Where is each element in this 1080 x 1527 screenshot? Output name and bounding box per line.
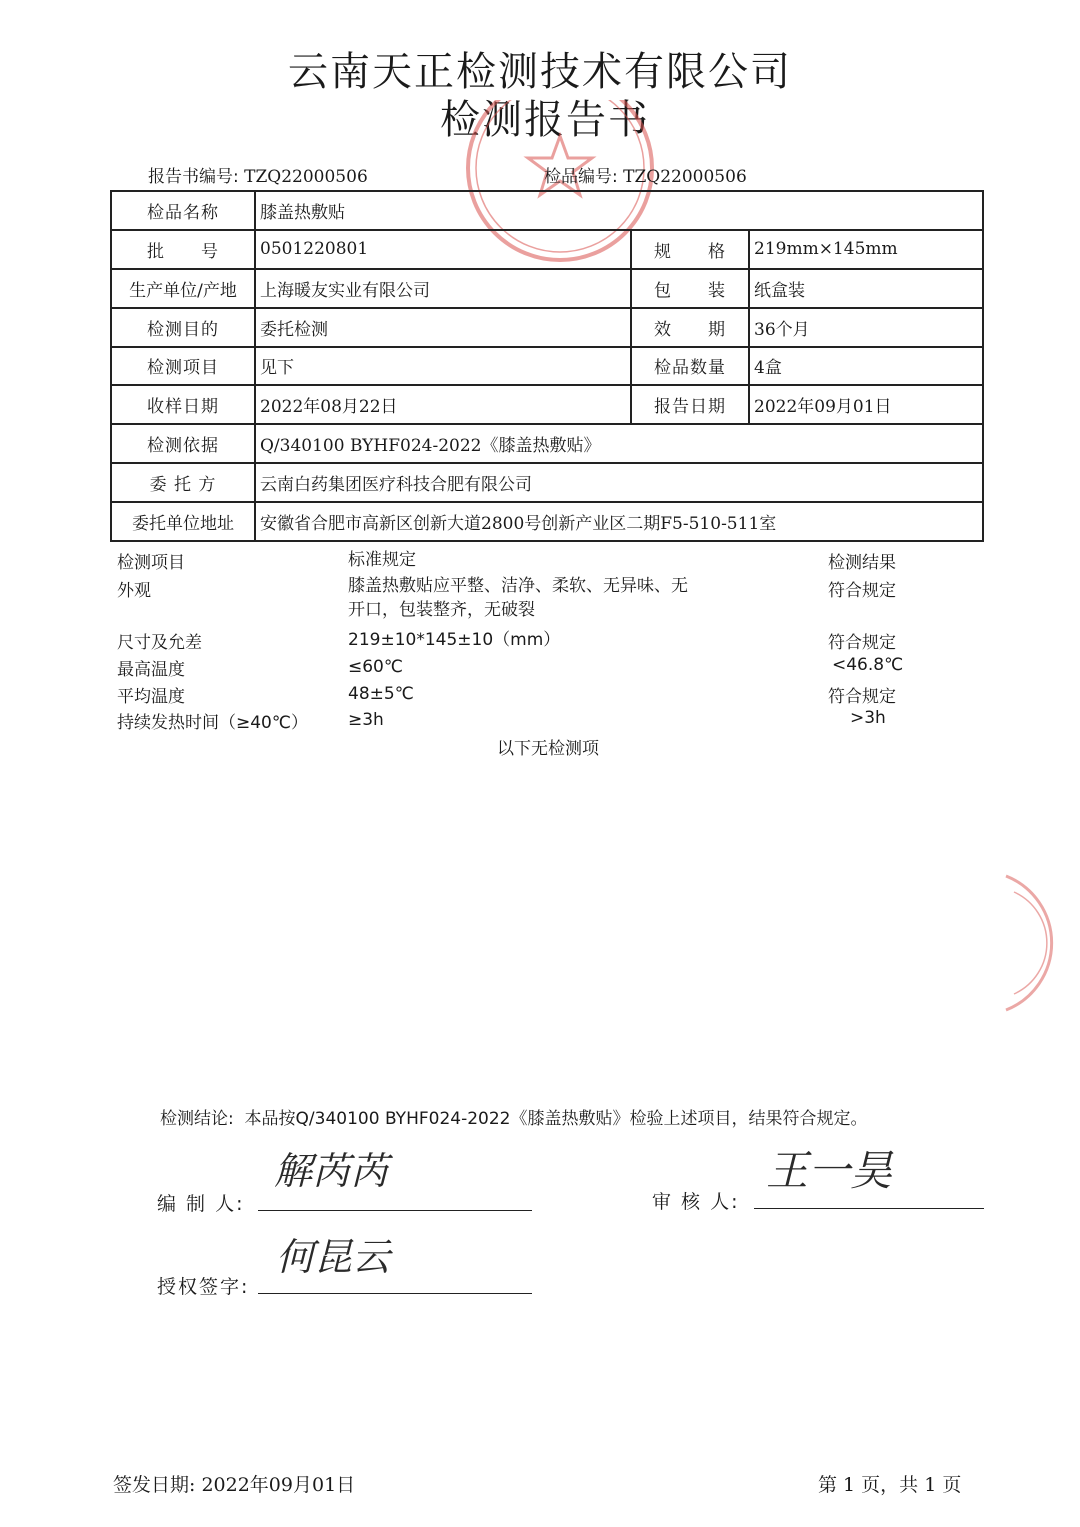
validity-label: 效 期 — [631, 308, 749, 347]
result-value-duration: >3h — [850, 708, 886, 728]
authorized-label: 授权签字: — [157, 1276, 250, 1298]
result-standard-appearance — [348, 574, 748, 622]
results-header-standard: 标准规定 — [348, 550, 416, 570]
result-item-avg-temp: 平均温度 — [117, 687, 185, 707]
report-number-label: 报告书编号: — [148, 167, 239, 187]
results-end-note: 以下无检测项 — [497, 739, 599, 759]
items-value: 见下 — [255, 347, 631, 386]
sample-number-label: 检品编号: — [544, 167, 618, 187]
result-standard-size: 219±10*145±10（mm） — [348, 630, 561, 650]
table-row — [111, 502, 983, 541]
maker-label: 生产单位/产地 — [111, 269, 255, 308]
issue-date-value: 2022年09月01日 — [201, 1474, 356, 1496]
basis-value: Q/340100 BYHF024-2022《膝盖热敷贴》 — [255, 424, 983, 463]
conclusion-text: 本品按Q/340100 BYHF024-2022《膝盖热敷贴》检验上述项目，结果符合规定。 — [244, 1109, 868, 1129]
standard-line-2: 开口，包装整齐，无破裂 — [348, 600, 535, 620]
result-value-appearance: 符合规定 — [828, 581, 896, 601]
package-label: 包 装 — [631, 269, 749, 308]
table-row — [111, 347, 983, 386]
result-item-size: 尺寸及允差 — [117, 633, 202, 653]
result-value-avg-temp: 符合规定 — [828, 687, 896, 707]
product-name-value: 膝盖热敷贴 — [255, 191, 983, 230]
table-row — [111, 463, 983, 502]
compiler-signature: 解芮芮 — [274, 1149, 389, 1193]
result-standard-duration: ≥3h — [348, 710, 384, 730]
seam-stamp-partial — [1000, 868, 1080, 1018]
product-name-label: 检品名称 — [111, 191, 255, 230]
result-item-duration: 持续发热时间（≥40℃） — [117, 713, 308, 733]
authorized-signature: 何昆云 — [276, 1235, 391, 1279]
client-label: 委 托 方 — [111, 463, 255, 502]
table-row — [111, 424, 983, 463]
result-standard-max-temp: ≤60℃ — [348, 657, 403, 677]
sample-number-value: TZQ22000506 — [623, 167, 747, 187]
purpose-label: 检测目的 — [111, 308, 255, 347]
receive-date-label: 收样日期 — [111, 385, 255, 424]
batch-value: 0501220801 — [255, 230, 631, 269]
result-standard-avg-temp: 48±5℃ — [348, 684, 414, 704]
report-date-label: 报告日期 — [631, 385, 749, 424]
table-row — [111, 230, 983, 269]
result-item-max-temp: 最高温度 — [117, 660, 185, 680]
table-row — [111, 191, 983, 230]
purpose-value: 委托检测 — [255, 308, 631, 347]
table-row — [111, 385, 983, 424]
client-address-value: 安徽省合肥市高新区创新大道2800号创新产业区二期F5-510-511室 — [255, 502, 983, 541]
sample-info-table — [110, 190, 984, 542]
maker-value: 上海暖友实业有限公司 — [255, 269, 631, 308]
table-row — [111, 269, 983, 308]
report-number-value: TZQ22000506 — [244, 167, 368, 187]
standard-line-1: 膝盖热敷贴应平整、洁净、柔软、无异味、无 — [348, 576, 688, 596]
validity-value: 36个月 — [749, 308, 983, 347]
reviewer-signature-line — [754, 1208, 984, 1209]
result-item-appearance: 外观 — [117, 581, 151, 601]
document-title: 检测报告书 — [440, 97, 650, 143]
page-info: 第 1 页，共 1 页 — [818, 1474, 962, 1496]
conclusion-label: 检测结论: — [160, 1109, 234, 1129]
reviewer-signature: 王一昊 — [766, 1146, 893, 1195]
report-number — [148, 162, 368, 187]
qty-label: 检品数量 — [631, 347, 749, 386]
results-header-item: 检测项目 — [117, 553, 185, 573]
authorized-signature-line — [258, 1293, 532, 1294]
company-title: 云南天正检测技术有限公司 — [288, 49, 792, 95]
basis-label: 检测依据 — [111, 424, 255, 463]
compiler-signature-line — [258, 1210, 532, 1211]
result-value-size: 符合规定 — [828, 633, 896, 653]
batch-label: 批 号 — [111, 230, 255, 269]
client-address-label: 委托单位地址 — [111, 502, 255, 541]
issue-date — [113, 1470, 355, 1497]
reviewer-label: 审 核 人: — [652, 1191, 740, 1213]
table-row — [111, 308, 983, 347]
results-header-result: 检测结果 — [828, 553, 896, 573]
report-date-value: 2022年09月01日 — [749, 385, 983, 424]
result-value-max-temp: <46.8℃ — [832, 655, 904, 675]
receive-date-value: 2022年08月22日 — [255, 385, 631, 424]
conclusion — [160, 1104, 867, 1129]
qty-value: 4盒 — [749, 347, 983, 386]
issue-date-label: 签发日期: — [113, 1474, 196, 1496]
client-value: 云南白药集团医疗科技合肥有限公司 — [255, 463, 983, 502]
sample-number — [544, 162, 747, 187]
spec-label: 规 格 — [631, 230, 749, 269]
spec-value: 219mm×145mm — [749, 230, 983, 269]
compiler-label: 编 制 人: — [157, 1193, 245, 1215]
items-label: 检测项目 — [111, 347, 255, 386]
package-value: 纸盒装 — [749, 269, 983, 308]
